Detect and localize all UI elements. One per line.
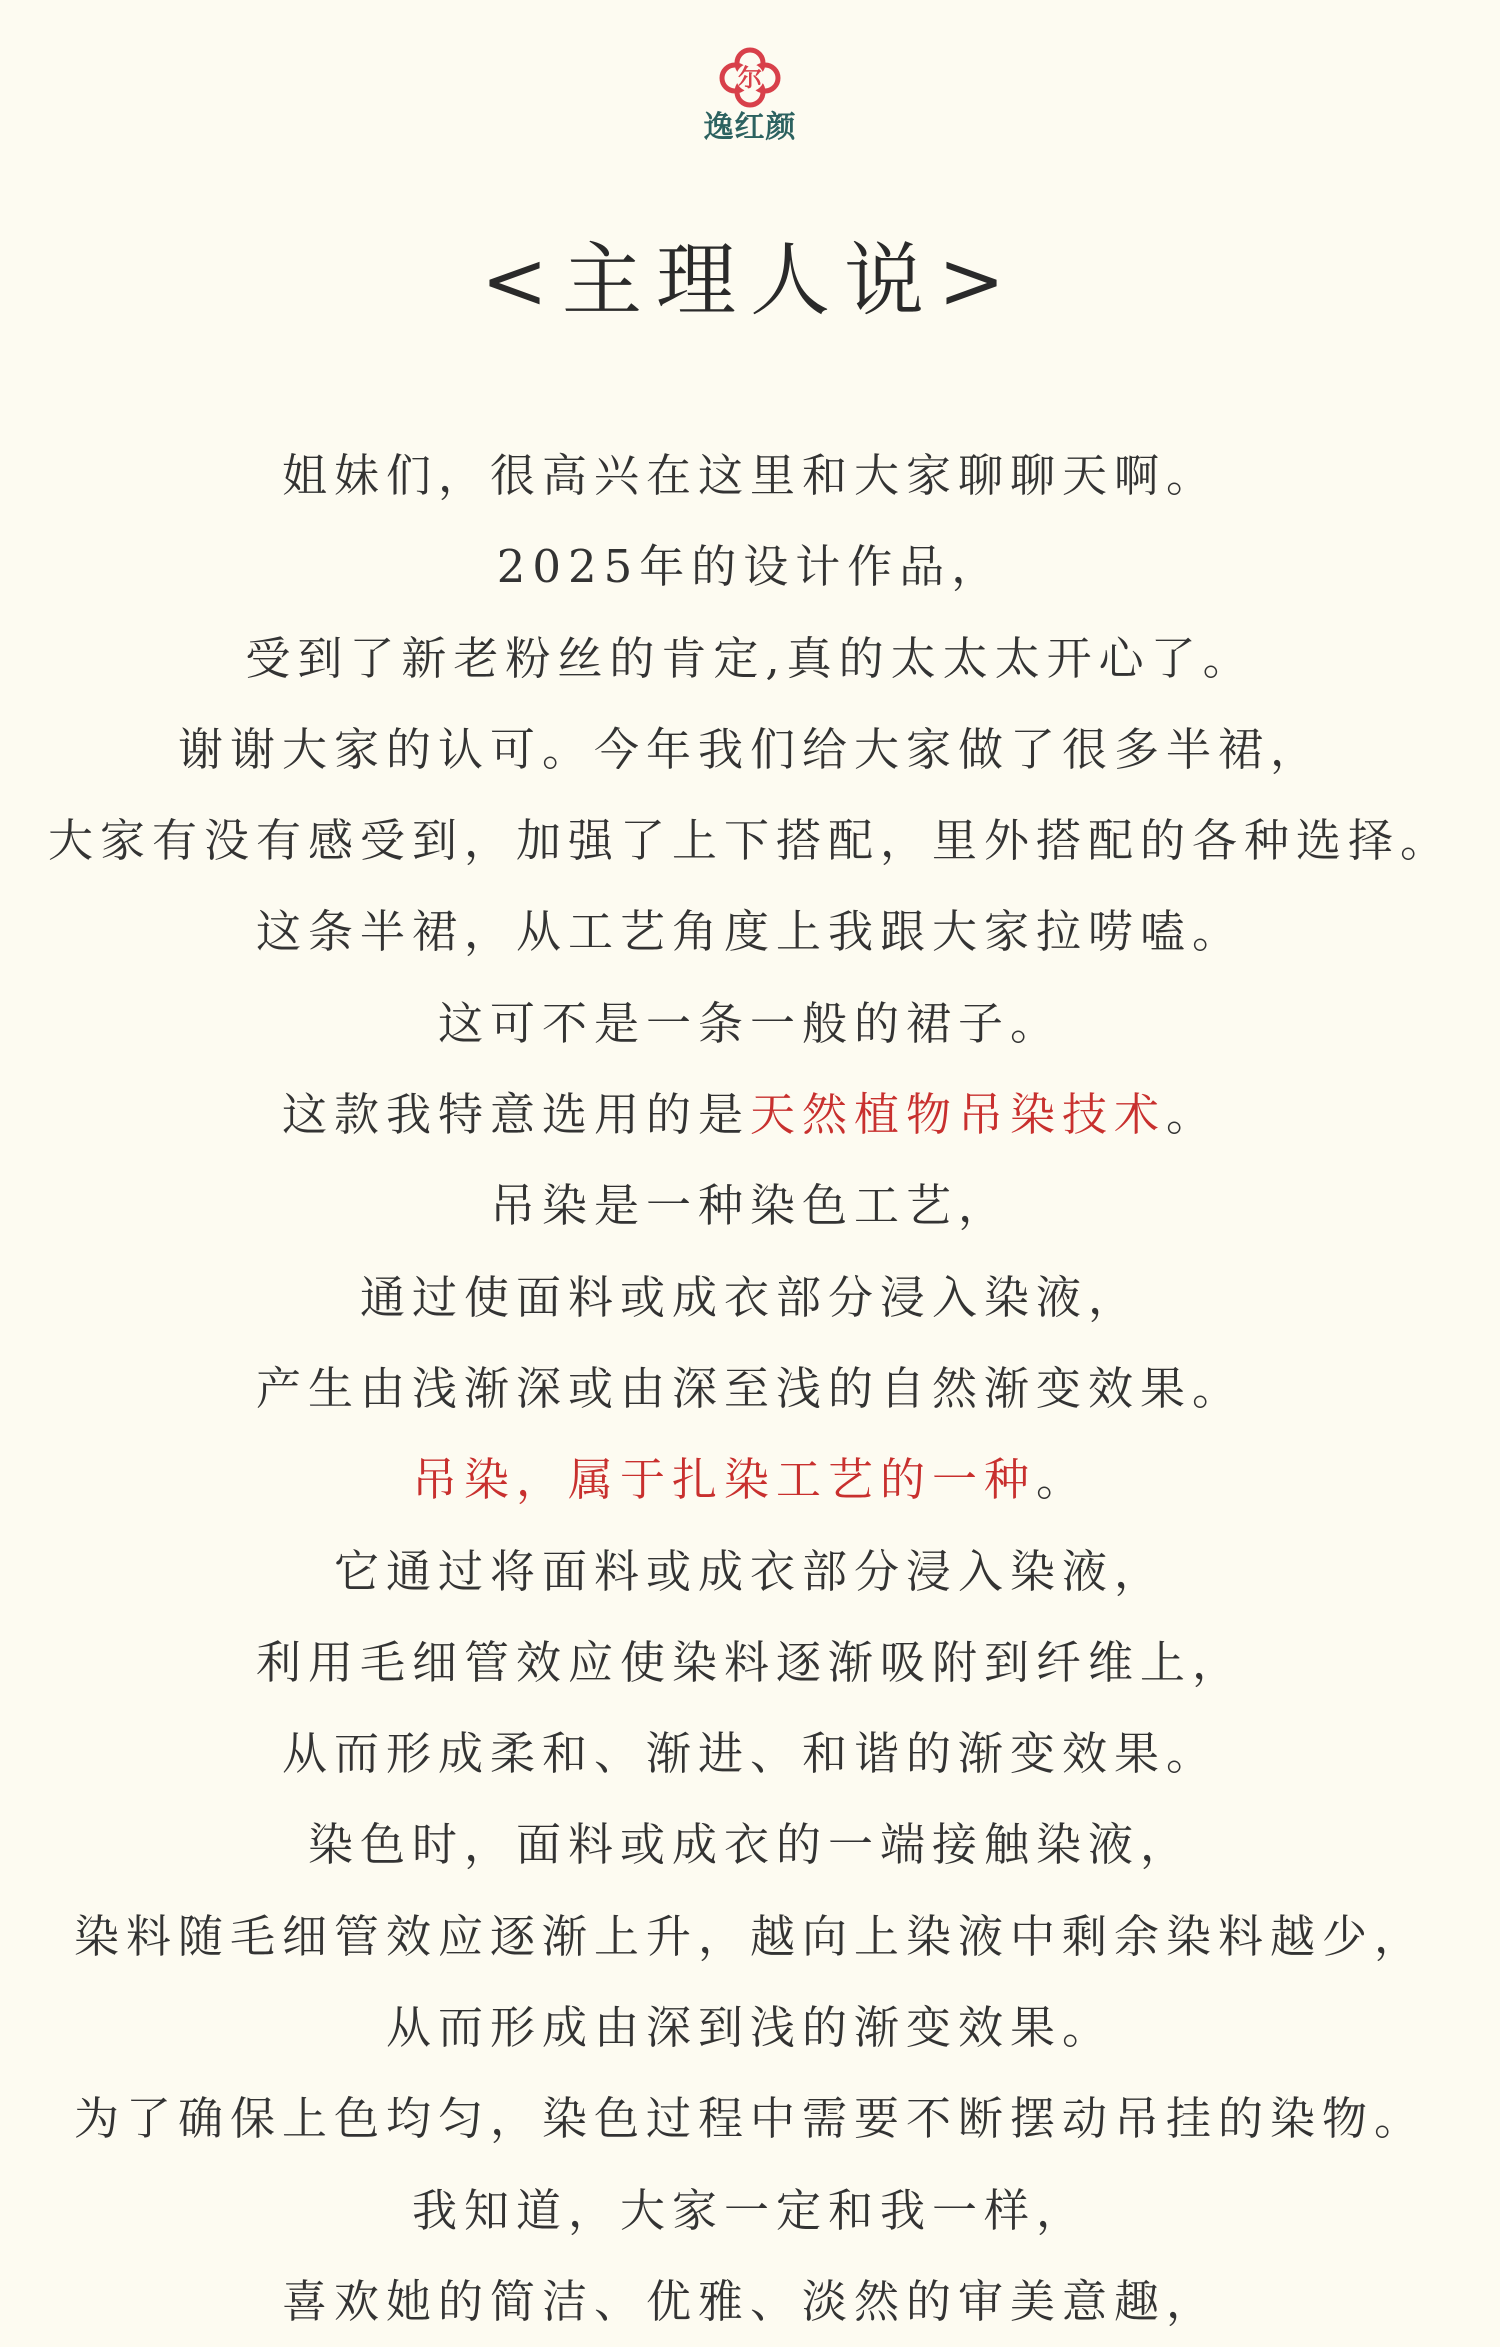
brand-logo <box>0 46 1500 146</box>
line-text: 这款我特意选用的是 <box>281 1088 750 1142</box>
text-line <box>0 2256 1500 2347</box>
text-line <box>0 795 1500 886</box>
text-line <box>0 1434 1500 1525</box>
highlighted-text: 吊染，属于扎染工艺的一种 <box>411 1453 1036 1507</box>
flower-logo-icon <box>718 46 782 108</box>
article-body <box>0 430 1500 2347</box>
line-text: 产生由浅渐深或由深至浅的自然渐变效果。 <box>255 1361 1244 1415</box>
text-line <box>0 1526 1500 1617</box>
text-line <box>0 2073 1500 2164</box>
line-text: 从而形成由深到浅的渐变效果。 <box>385 2001 1114 2055</box>
line-text-end: 。 <box>1036 1453 1089 1507</box>
text-line <box>0 1982 1500 2073</box>
line-text: 利用毛细管效应使染料逐渐吸附到纤维上， <box>255 1635 1244 1689</box>
text-line <box>0 978 1500 1069</box>
line-text: 我知道，大家一定和我一样， <box>411 2183 1088 2237</box>
text-line <box>0 1069 1500 1160</box>
line-text: 受到了新老粉丝的肯定,真的太太太开心了。 <box>245 631 1255 685</box>
text-line <box>0 521 1500 612</box>
text-line <box>0 886 1500 977</box>
text-line <box>0 704 1500 795</box>
text-line <box>0 1708 1500 1799</box>
logo-mark-glyph: 尔 <box>738 64 762 92</box>
brand-name: 逸红颜 <box>703 110 797 145</box>
line-text-end: 。 <box>1166 1088 1219 1142</box>
line-text: 染料随毛细管效应逐渐上升，越向上染液中剩余染料越少， <box>73 1909 1426 1963</box>
line-text: 大家有没有感受到，加强了上下搭配，里外搭配的各种选择。 <box>47 814 1452 868</box>
text-line <box>0 1252 1500 1343</box>
line-text: 2025年的设计作品， <box>496 540 1004 594</box>
line-text: 从而形成柔和、渐进、和谐的渐变效果。 <box>281 1727 1218 1781</box>
text-line <box>0 430 1500 521</box>
highlighted-text: 天然植物吊染技术 <box>749 1088 1166 1142</box>
line-text: 染色时，面料或成衣的一端接触染液， <box>307 1818 1192 1872</box>
text-line <box>0 1799 1500 1890</box>
page-title: <主理人说> <box>480 234 1020 327</box>
line-text: 谢谢大家的认可。今年我们给大家做了很多半裙， <box>177 722 1322 776</box>
line-text: 吊染是一种染色工艺， <box>489 1179 1010 1233</box>
text-line <box>0 1160 1500 1251</box>
text-line <box>0 613 1500 704</box>
text-line <box>0 1617 1500 1708</box>
line-text: 通过使面料或成衣部分浸入染液， <box>359 1270 1140 1324</box>
line-text: 为了确保上色均匀，染色过程中需要不断摆动吊挂的染物。 <box>73 2092 1426 2146</box>
line-text: 这条半裙，从工艺角度上我跟大家拉唠嗑。 <box>255 905 1244 959</box>
line-text: 它通过将面料或成衣部分浸入染液， <box>333 1544 1166 1598</box>
line-text: 喜欢她的简洁、优雅、淡然的审美意趣， <box>281 2274 1218 2328</box>
text-line <box>0 2165 1500 2256</box>
line-text: 这可不是一条一般的裙子。 <box>437 996 1062 1050</box>
text-line <box>0 1343 1500 1434</box>
line-text: 姐妹们，很高兴在这里和大家聊聊天啊。 <box>281 449 1218 502</box>
text-line <box>0 1891 1500 1982</box>
